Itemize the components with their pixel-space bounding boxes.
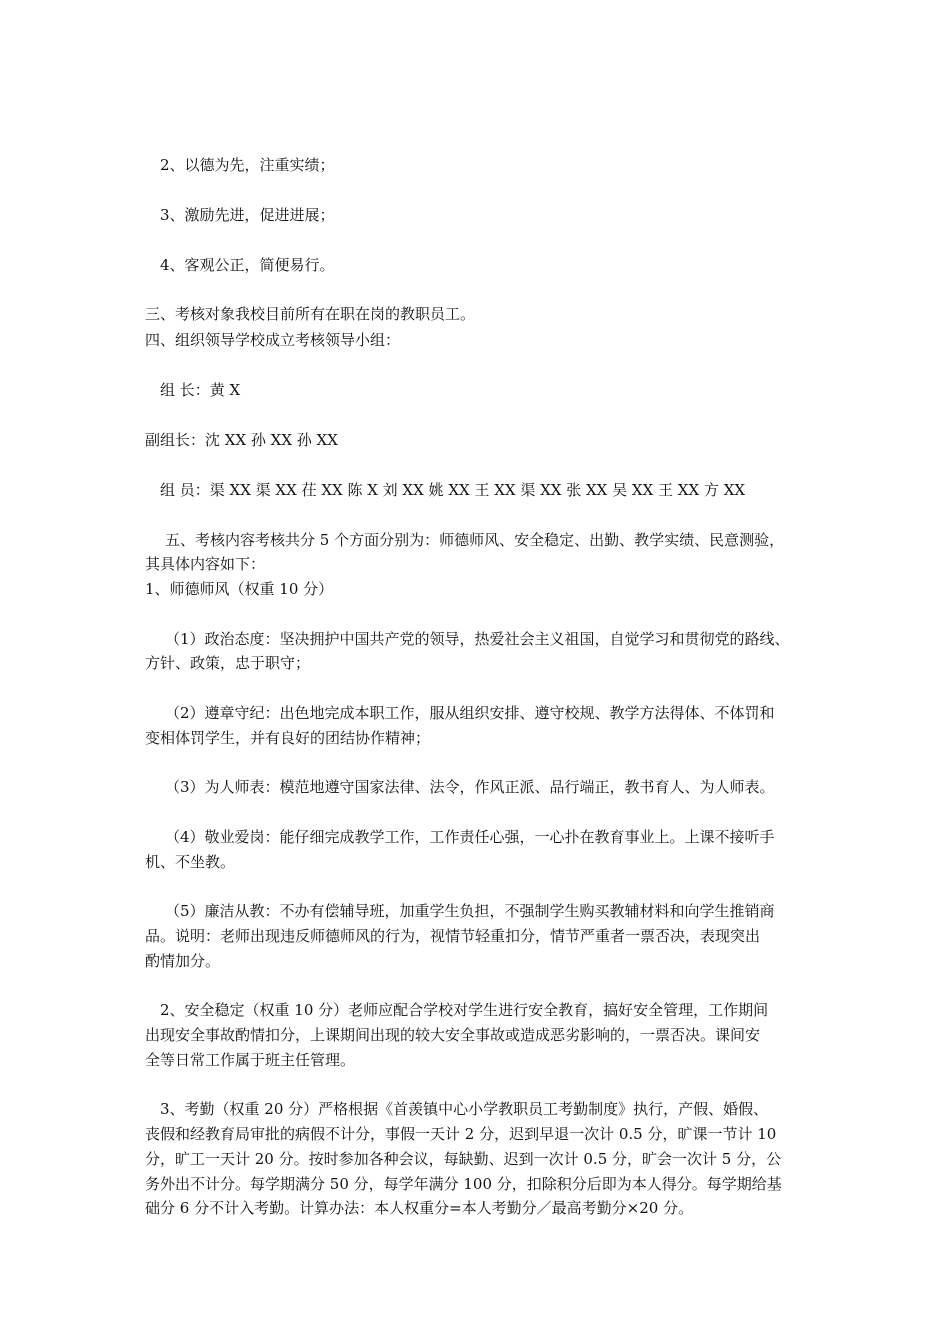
item-1-heading: 1、师德师风（权重 10 分） [145, 580, 334, 598]
item-3: 3、考勤（权重 20 分）严格根据《首羡镇中心小学教职员工考勤制度》执行，产假、婚假、 [160, 1100, 769, 1118]
principle-3: 3、激励先进，促进进展； [160, 206, 335, 224]
item-2: 2、安全稳定（权重 10 分）老师应配合学校对学生进行安全教育，搞好安全管理，工作期间 [160, 1001, 769, 1019]
item-3-continued-1: 丧假和经教育局审批的病假不计分，事假一天计 2 分，迟到早退一次计 0.5 分，旷课一节计 10 [145, 1125, 777, 1143]
team-members: 组 员：渠 XX 渠 XX 茌 XX 陈 X 刘 XX 姚 XX 王 XX 渠 XX 张 XX 吴 XX 王 XX 方 XX [160, 481, 746, 499]
section-5-heading: 五、考核内容考核共分 5 个方面分别为：师德师风、安全稳定、出勤、教学实绩、民意测验， [165, 531, 785, 549]
item-1-4: （4）敬业爱岗：能仔细完成教学工作，工作责任心强，一心扑在教育事业上。上课不接听手 [165, 828, 775, 846]
item-2-continued-1: 出现安全事故酌情扣分，上课期间出现的较大安全事故或造成恶劣影响的，一票否决。课间安 [145, 1026, 761, 1044]
item-1-5-continued-1: 品。说明：老师出现违反师德师风的行为，视情节轻重扣分，情节严重者一票否决，表现突出 [145, 927, 761, 945]
team-deputy: 副组长：沈 XX 孙 XX 孙 XX [145, 431, 338, 449]
section-3-heading: 三、考核对象我校目前所有在职在岗的教职员工。 [145, 305, 476, 323]
principle-2: 2、以德为先，注重实绩； [160, 156, 335, 174]
item-1-2: （2）遵章守纪：出色地完成本职工作，服从组织安排、遵守校规、教学方法得体、不体罚和 [165, 704, 775, 722]
item-1-5-continued-2: 酌情加分。 [145, 952, 221, 970]
item-1-4-continued: 机、不坐教。 [145, 853, 236, 871]
item-3-continued-4: 础分 6 分不计入考勤。计算办法：本人权重分=本人考勤分／最高考勤分×20 分。 [145, 1199, 694, 1217]
item-1-3: （3）为人师表：模范地遵守国家法律、法令，作风正派、品行端正，教书育人、为人师表。 [165, 778, 775, 796]
section-4-heading: 四、组织领导学校成立考核领导小组： [145, 331, 401, 349]
principle-4: 4、客观公正，简便易行。 [160, 256, 335, 274]
section-5-continued: 其具体内容如下： [145, 555, 266, 573]
item-3-continued-3: 务外出不计分。每学期满分 50 分，每学年满分 100 分，扣除积分后即为本人得分。每学期给基 [145, 1175, 782, 1193]
item-1-2-continued: 变相体罚学生，并有良好的团结协作精神； [145, 729, 431, 747]
item-1-1: （1）政治态度：坚决拥护中国共产党的领导，热爱社会主义祖国，自觉学习和贯彻党的路线、 [165, 630, 790, 648]
item-1-5: （5）廉洁从教：不办有偿辅导班，加重学生负担，不强制学生购买教辅材料和向学生推销商 [165, 902, 775, 920]
item-1-1-continued: 方针、政策，忠于职守； [145, 654, 311, 672]
item-2-continued-2: 全等日常工作属于班主任管理。 [145, 1051, 356, 1069]
team-leader: 组 长：黄 X [160, 381, 241, 399]
item-3-continued-2: 分，旷工一天计 20 分。按时参加各种会议，每缺勤、迟到一次计 0.5 分，旷会一次计 5 分，公 [145, 1150, 782, 1168]
